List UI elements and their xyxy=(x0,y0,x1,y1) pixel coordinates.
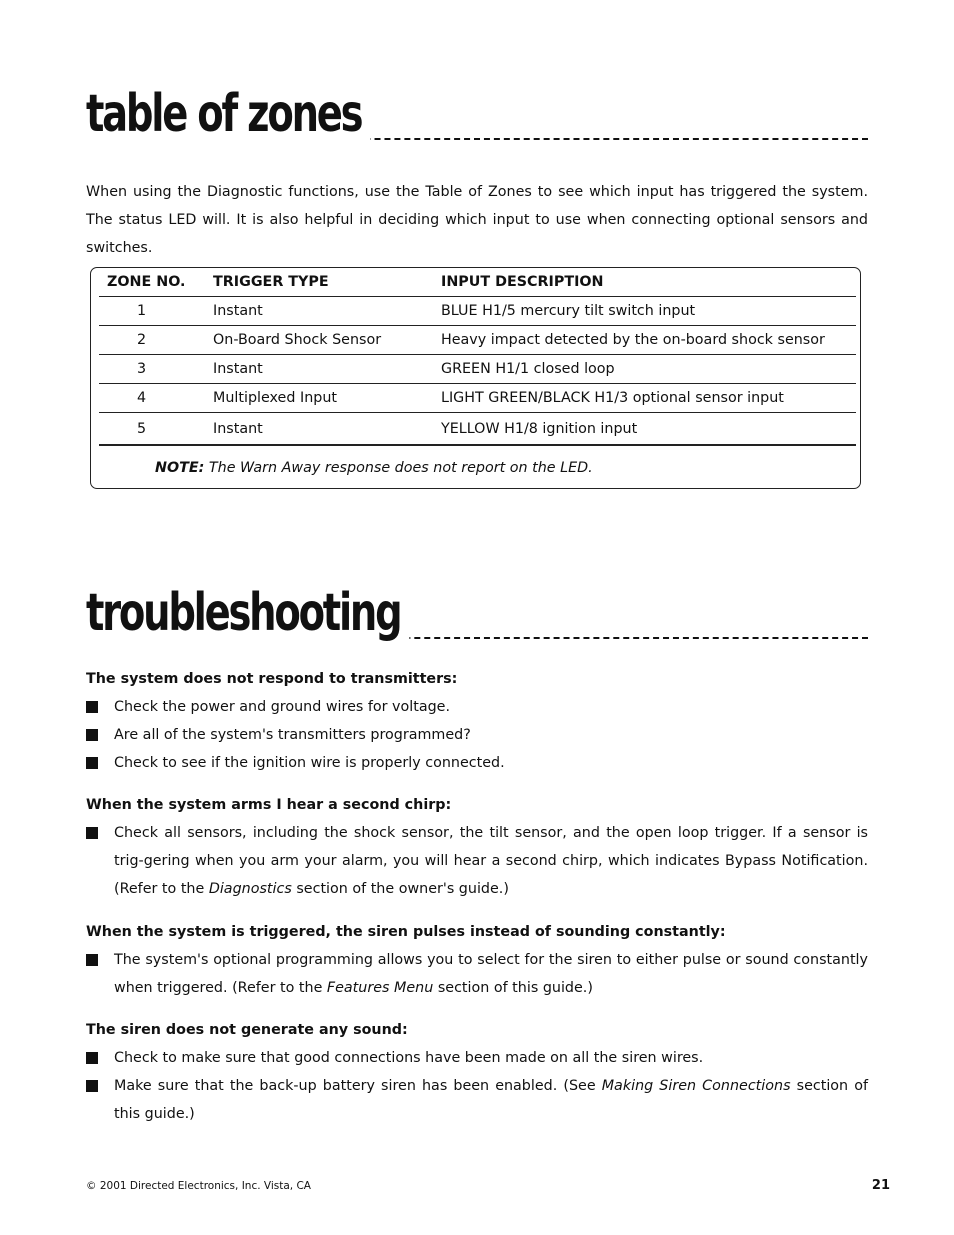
bullet-text: Check all sensors, including the shock sensor, the tilt sensor, and the open loop trigger. If a sensor is trig-gering when you arm your alarm, you will hear a second chirp, which indicates Bypass Notification. (Refer to the xyxy=(114,825,868,897)
bullet-text-end: section of this guide.) xyxy=(433,980,593,996)
column-header-trigger: TRIGGER TYPE xyxy=(213,268,441,297)
zone-number: 5 xyxy=(99,413,213,446)
zones-table xyxy=(99,268,856,446)
note-label: NOTE: xyxy=(155,460,205,476)
section-title: When the system arms I hear a second chirp: xyxy=(86,797,452,813)
zones-table-box xyxy=(90,267,861,489)
table-row xyxy=(99,297,856,326)
bullet-text: Are all of the system's transmitters programmed? xyxy=(114,727,471,743)
table-row xyxy=(99,355,856,384)
bullet-text: Check the power and ground wires for voltage. xyxy=(114,699,451,715)
square-bullet-icon xyxy=(86,729,98,741)
list-item xyxy=(86,693,868,721)
input-description: YELLOW H1/8 ignition input xyxy=(441,413,856,446)
section-title: The siren does not generate any sound: xyxy=(86,1022,408,1038)
zone-number: 3 xyxy=(99,355,213,384)
footer-copyright: © 2001 Directed Electronics, Inc. Vista, CA xyxy=(86,1180,311,1192)
trouble-section-second-chirp xyxy=(86,791,868,903)
square-bullet-icon xyxy=(86,954,98,966)
troubleshooting-heading-rule xyxy=(86,577,868,643)
trigger-type: Multiplexed Input xyxy=(213,384,441,413)
list-item xyxy=(86,819,868,903)
column-header-zone: ZONE NO. xyxy=(99,268,213,297)
trouble-section-no-sound xyxy=(86,1016,868,1128)
zones-heading-rule xyxy=(86,78,868,144)
section-title: The system does not respond to transmitters: xyxy=(86,671,458,687)
zones-intro: When using the Diagnostic functions, use the Table of Zones to see which input has triggered the system. The status LED will. It is also helpful in deciding which input to use when connecting optional sensors and switches. xyxy=(86,184,868,256)
bullet-italic: Diagnostics xyxy=(208,881,292,897)
page-number: 21 xyxy=(871,1178,890,1193)
square-bullet-icon xyxy=(86,1080,98,1092)
bullet-text: Check to see if the ignition wire is properly connected. xyxy=(114,755,505,771)
trigger-type: Instant xyxy=(213,355,441,384)
input-description: Heavy impact detected by the on-board shock sensor xyxy=(441,326,856,355)
list-item xyxy=(86,946,868,1002)
square-bullet-icon xyxy=(86,701,98,713)
bullet-text-end: section of this guide.) xyxy=(114,1078,868,1122)
zone-number: 4 xyxy=(99,384,213,413)
trigger-type: Instant xyxy=(213,297,441,326)
zone-number: 2 xyxy=(99,326,213,355)
section-title: When the system is triggered, the siren pulses instead of sounding constantly: xyxy=(86,924,726,940)
input-description: LIGHT GREEN/BLACK H1/3 optional sensor input xyxy=(441,384,856,413)
troubleshooting-heading: troubleshooting xyxy=(86,587,409,639)
input-description: GREEN H1/1 closed loop xyxy=(441,355,856,384)
table-row xyxy=(99,326,856,355)
bullet-text: Make sure that the back-up battery siren has been enabled. (See xyxy=(114,1078,602,1094)
zone-number: 1 xyxy=(99,297,213,326)
list-item xyxy=(86,749,868,777)
column-header-description: INPUT DESCRIPTION xyxy=(441,268,856,297)
note-text: The Warn Away response does not report on the LED. xyxy=(204,460,593,476)
bullet-text-end: section of the owner's guide.) xyxy=(291,881,509,897)
table-row xyxy=(99,384,856,413)
bullet-text: Check to make sure that good connections have been made on all the siren wires. xyxy=(114,1050,704,1066)
trigger-type: On-Board Shock Sensor xyxy=(213,326,441,355)
bullet-text: The system's optional programming allows you to select for the siren to either pulse or sound constantly when triggered. (Refer to the xyxy=(114,952,868,996)
list-item xyxy=(86,1072,868,1128)
table-row xyxy=(99,413,856,446)
input-description: BLUE H1/5 mercury tilt switch input xyxy=(441,297,856,326)
list-item xyxy=(86,1044,868,1072)
table-header-row xyxy=(99,268,856,297)
trouble-section-siren-pulses xyxy=(86,918,868,1002)
list-item xyxy=(86,721,868,749)
square-bullet-icon xyxy=(86,1052,98,1064)
square-bullet-icon xyxy=(86,757,98,769)
zones-heading: table of zones xyxy=(86,88,370,140)
bullet-italic: Making Siren Connections xyxy=(601,1078,791,1094)
square-bullet-icon xyxy=(86,827,98,839)
table-note xyxy=(155,460,593,476)
trouble-section-transmitters xyxy=(86,665,868,777)
bullet-italic: Features Menu xyxy=(326,980,434,996)
trigger-type: Instant xyxy=(213,413,441,446)
